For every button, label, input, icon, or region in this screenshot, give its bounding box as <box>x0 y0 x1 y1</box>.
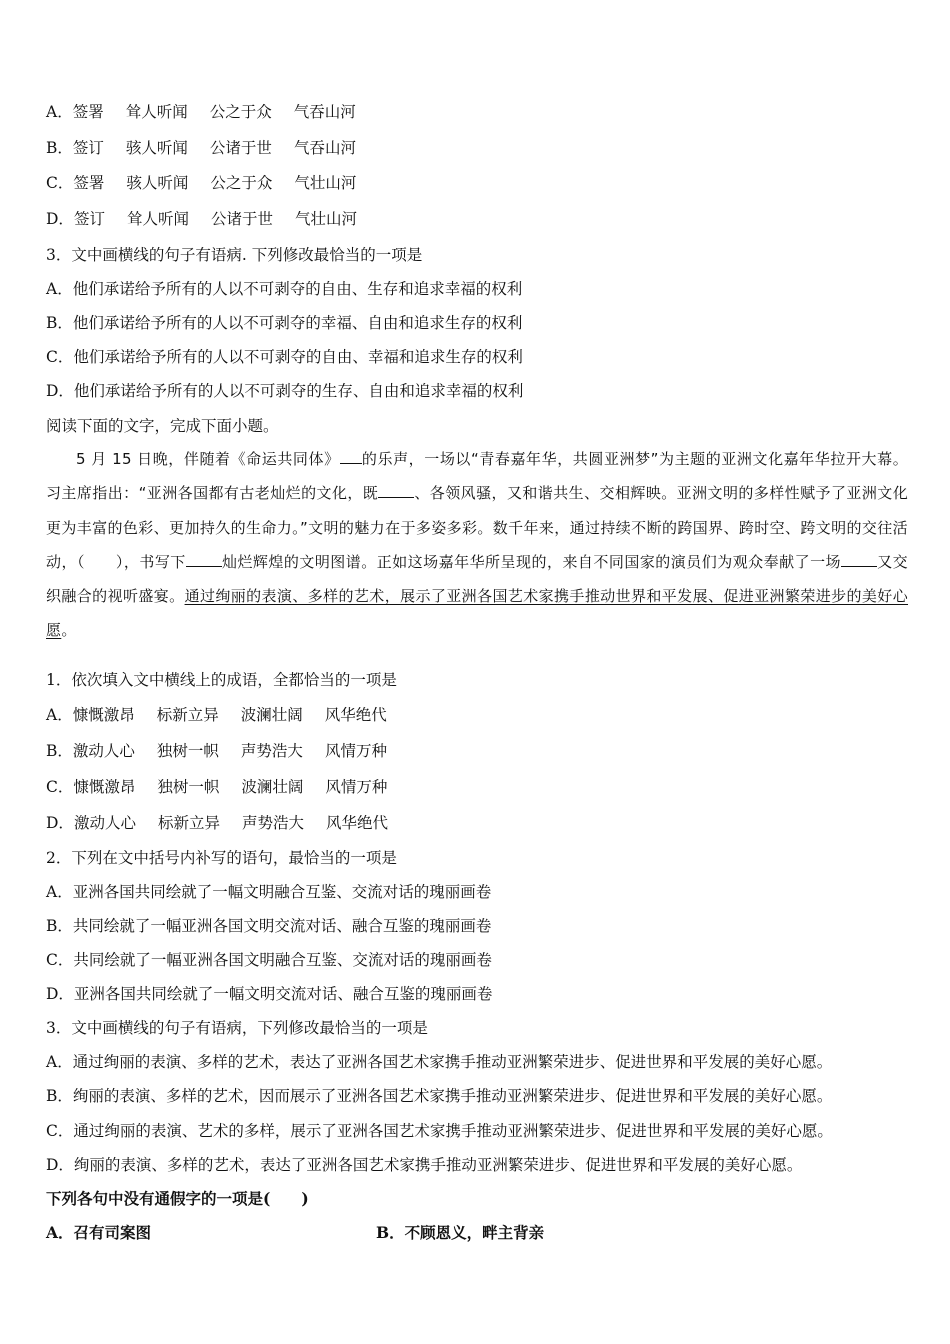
fill-blank <box>841 552 877 567</box>
option-row <box>46 101 356 123</box>
option-text: B．他们承诺给予所有的人以不可剥夺的幸福、自由和追求生存的权利 <box>46 314 523 332</box>
option-text: C．通过绚丽的表演、艺术的多样，展示了亚洲各国艺术家携手推动亚洲繁荣进步、促进世界和平发展的美好心愿。 <box>46 1122 833 1140</box>
option-row: D．激动人心 标新立异 声势浩大 风华绝代 <box>46 814 388 832</box>
option-row <box>46 172 356 194</box>
option-text: A．他们承诺给予所有的人以不可剥夺的自由、生存和追求幸福的权利 <box>46 280 523 298</box>
option-item: 签署 <box>73 174 105 192</box>
option-row: C．慷慨激昂 独树一帜 波澜壮阔 风情万种 <box>46 778 388 796</box>
option-item: 公诸于世 <box>210 210 273 228</box>
option-text: D．亚洲各国共同绘就了一幅文明交流对话、融合互鉴的瑰丽画卷 <box>46 985 493 1003</box>
option-item: 耸人听闻 <box>126 210 189 228</box>
option-b: B．不顾恩义，畔主背亲 <box>376 1223 545 1242</box>
option-text: A．通过绚丽的表演、多样的艺术，表达了亚洲各国艺术家携手推动亚洲繁荣进步、促进世界和平发展的美好心愿。 <box>46 1053 833 1071</box>
option-item: 气吞山河 <box>293 103 356 121</box>
option-row <box>46 137 356 159</box>
option-text: C．共同绘就了一幅亚洲各国文明融合互鉴、交流对话的瑰丽画卷 <box>46 951 492 969</box>
option-text: D．他们承诺给予所有的人以不可剥夺的生存、自由和追求幸福的权利 <box>46 382 524 400</box>
option-letter: C． <box>46 174 74 192</box>
question-stem: 下列各句中没有通假字的一项是( ) <box>46 1189 309 1208</box>
option-item: 公之于众 <box>209 103 272 121</box>
option-a: A．召有司案图 <box>46 1223 152 1242</box>
question-stem: 1．依次填入文中横线上的成语，全都恰当的一项是 <box>46 671 397 689</box>
option-item: 公之于众 <box>210 174 273 192</box>
reading-instruction: 阅读下面的文字，完成下面小题。 <box>46 417 279 435</box>
fill-blank <box>378 483 414 498</box>
underlined-sentence: 通过绚丽的表演、多样的艺术，展示了亚洲各国艺术家携手推动世界和平发展、促进亚洲繁荣进步的美好心愿 <box>46 587 909 640</box>
fill-blank <box>186 552 222 567</box>
option-item: 气壮山河 <box>294 210 357 228</box>
option-letter: B． <box>46 139 73 157</box>
reading-passage: 5 月 15 日晚，伴随着《命运共同体》 的乐声，一场以“青春嘉年华，共圆亚洲梦”为主题的亚洲文化嘉年华拉开大幕。习主席指出：“亚洲各国都有古老灿烂的文化，既 、各领风骚，又和谐共生、交相辉映。亚洲文明的多样性赋予了亚洲文化更为丰富的色彩、更加持久的生命力。”文明的魅力在于多姿多彩。数千年来，通过持续不断的跨国界、跨时空、跨文明的交往活动，（ ），书写下 灿烂辉煌的文明图谱。正如这场嘉年华所呈现的，来自不同国家的演员们为观众奉献了一场 又交织融合的视听盛宴。通过绚丽的表演、多样的艺术，展示了亚洲各国艺术家携手推动世界和平发展、促进亚洲繁荣进步的美好心愿。 <box>46 450 909 640</box>
option-item: 签署 <box>72 103 104 121</box>
option-item: 公诸于世 <box>209 139 272 157</box>
option-row: B．激动人心 独树一帜 声势浩大 风情万种 <box>46 742 387 760</box>
option-text: B．共同绘就了一幅亚洲各国文明交流对话、融合互鉴的瑰丽画卷 <box>46 917 492 935</box>
question-stem: 3．文中画横线的句子有语病，下列修改最恰当的一项是 <box>46 1019 428 1037</box>
option-item: 气壮山河 <box>294 174 357 192</box>
option-row: A．慷慨激昂 标新立异 波澜壮阔 风华绝代 <box>46 706 387 724</box>
option-item: 骇人听闻 <box>126 174 189 192</box>
question-stem: 2．下列在文中括号内补写的语句，最恰当的一项是 <box>46 849 397 867</box>
option-item: 签订 <box>73 210 105 228</box>
option-item: 耸人听闻 <box>125 103 188 121</box>
option-row <box>46 208 357 230</box>
option-item: 气吞山河 <box>293 139 356 157</box>
fill-blank <box>340 449 362 464</box>
question-stem: 3．文中画横线的句子有语病. 下列修改最恰当的一项是 <box>46 246 423 264</box>
option-letter: D． <box>46 210 74 228</box>
option-text: D．绚丽的表演、多样的艺术，表达了亚洲各国艺术家携手推动亚洲繁荣进步、促进世界和平发展的美好心愿。 <box>46 1156 803 1174</box>
option-item: 骇人听闻 <box>125 139 188 157</box>
option-text: A．亚洲各国共同绘就了一幅文明融合互鉴、交流对话的瑰丽画卷 <box>46 883 492 901</box>
option-item: 签订 <box>72 139 104 157</box>
option-text: B．绚丽的表演、多样的艺术，因而展示了亚洲各国艺术家携手推动亚洲繁荣进步、促进世界和平发展的美好心愿。 <box>46 1087 833 1105</box>
option-text: C．他们承诺给予所有的人以不可剥夺的自由、幸福和追求生存的权利 <box>46 348 523 366</box>
option-letter: A． <box>46 103 73 121</box>
